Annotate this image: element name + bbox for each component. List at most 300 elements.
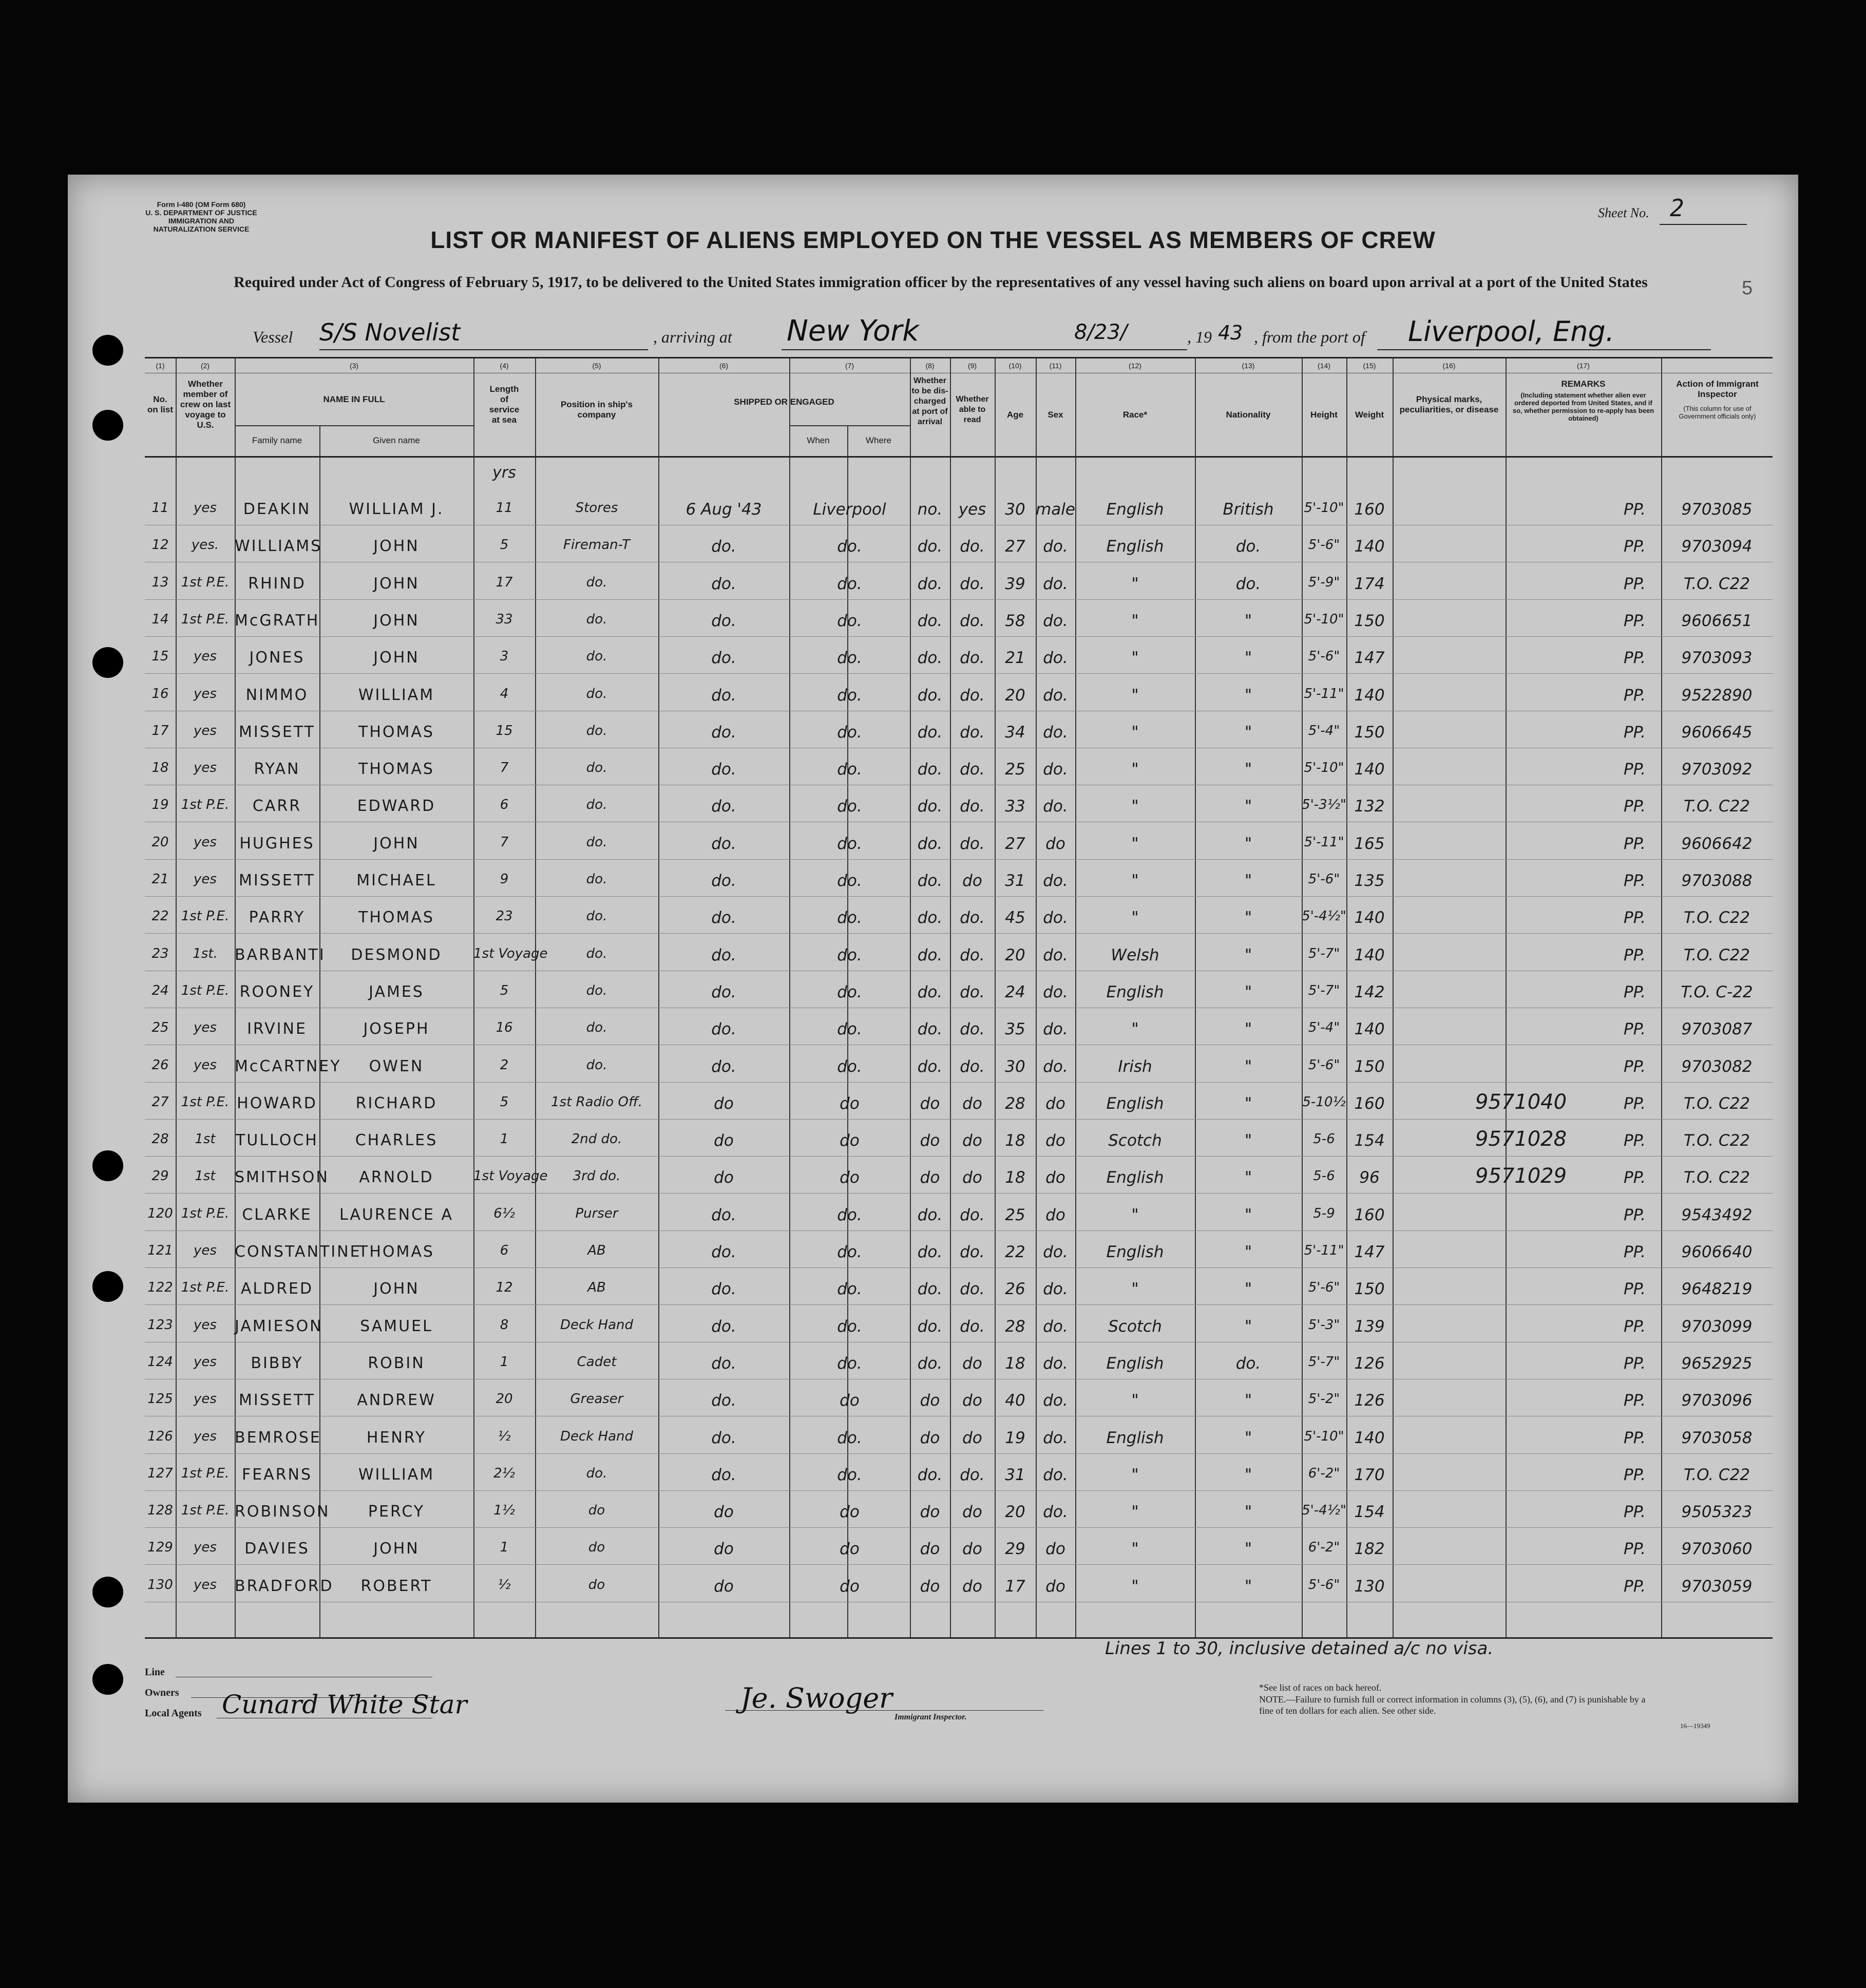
cell-row-no: 23: [151, 945, 169, 961]
cell-nationality: ": [1244, 611, 1252, 630]
cell-weight: 96: [1359, 1168, 1380, 1187]
cell-height: 5'-10": [1304, 611, 1344, 627]
cell-weight: 154: [1354, 1503, 1385, 1522]
cell-position: Fireman-T: [563, 537, 630, 553]
col-number: (15): [1363, 362, 1376, 370]
col-header-age: Age: [1006, 410, 1024, 420]
cell-weight: 140: [1354, 760, 1385, 779]
cell-prev-voyage: 1st P.E.: [181, 1280, 230, 1296]
cell-inspector-action: 9505323: [1681, 1503, 1753, 1522]
penalty-note: NOTE.—Failure to furnish full or correct information in columns (3), (5), (6), and (7) is punishable by a fine of ten dollars for each alien. See other side.: [1259, 1694, 1646, 1716]
cell-shipped-where: do.: [837, 1354, 862, 1373]
cell-sex: do.: [1043, 945, 1068, 964]
cell-family-name: McGRATH: [235, 611, 320, 630]
cell-age: 18: [1005, 1354, 1025, 1373]
punch-hole: [92, 1150, 123, 1181]
cell-family-name: JAMIESON: [235, 1317, 323, 1335]
cell-height: 5'-7": [1308, 945, 1340, 961]
cell-sex: do.: [1043, 537, 1068, 556]
cell-remarks-action: PP.: [1624, 1428, 1646, 1447]
cell-given-name: PERCY: [368, 1503, 425, 1521]
cell-given-name: MICHAEL: [356, 872, 436, 889]
cell-height: 5'-4": [1308, 1020, 1340, 1036]
cell-shipped-when: 6 Aug '43: [686, 500, 762, 519]
cell-shipped-when: do.: [711, 1205, 736, 1224]
cell-position: do.: [586, 982, 607, 998]
col-header-position: Position in ship's company: [560, 400, 633, 420]
cell-shipped-when: do.: [711, 1280, 736, 1299]
cell-discharge: no.: [917, 500, 943, 519]
col-header-where: Where: [865, 436, 892, 445]
cell-prev-voyage: yes: [194, 760, 217, 776]
cell-age: 20: [1005, 945, 1025, 964]
cell-shipped-when: do.: [711, 908, 736, 927]
cell-weight: 140: [1354, 1020, 1385, 1039]
cell-sex: do.: [1043, 797, 1068, 816]
cell-sex: do.: [1043, 1465, 1068, 1484]
cell-position: 2nd do.: [571, 1131, 622, 1147]
cell-position: Deck Hand: [560, 1317, 634, 1333]
cell-service-length: 16: [496, 1020, 513, 1036]
cell-sex: do.: [1043, 574, 1068, 593]
vessel-name: S/S Novelist: [319, 318, 461, 346]
vessel-label: Vessel: [253, 328, 293, 346]
cell-age: 40: [1005, 1391, 1025, 1410]
cell-given-name: ROBERT: [360, 1577, 432, 1595]
cell-discharge: do.: [917, 1057, 943, 1076]
vessel-line: [253, 314, 1731, 349]
cell-shipped-when: do.: [711, 1317, 736, 1336]
cell-family-name: RHIND: [248, 574, 306, 593]
cell-remarks-action: PP.: [1624, 834, 1646, 853]
cell-remarks-action: PP.: [1624, 1243, 1646, 1261]
cell-sex: do: [1045, 1205, 1065, 1224]
cell-able-to-read: do: [962, 1391, 982, 1410]
cell-able-to-read: do.: [960, 797, 985, 816]
cell-given-name: OWEN: [369, 1057, 424, 1075]
cell-able-to-read: do: [962, 872, 982, 890]
cell-service-length: 2: [500, 1057, 509, 1073]
cell-remarks-action: PP.: [1624, 1503, 1646, 1522]
cell-able-to-read: do.: [960, 723, 985, 742]
cell-weight: 140: [1354, 1428, 1385, 1447]
cell-service-length: ½: [498, 1428, 511, 1444]
cell-age: 24: [1005, 982, 1025, 1001]
cell-row-no: 11: [151, 500, 169, 516]
cell-shipped-when: do.: [711, 945, 736, 964]
cell-able-to-read: do: [962, 1168, 982, 1187]
cell-able-to-read: do.: [960, 834, 985, 853]
cell-prev-voyage: 1st P.E.: [181, 1503, 230, 1519]
cell-service-length: 5: [500, 537, 509, 553]
cell-nationality: ": [1244, 1317, 1252, 1336]
cell-row-no: 15: [151, 649, 169, 665]
cell-race: ": [1131, 834, 1139, 853]
crew-table: [145, 357, 1773, 1639]
cell-inspector-action: 9606645: [1681, 723, 1753, 742]
cell-row-no: 12: [151, 537, 169, 553]
year-label: , 19: [1187, 328, 1212, 346]
cell-able-to-read: do.: [960, 1243, 985, 1261]
cell-weight: 135: [1354, 872, 1385, 890]
cell-race: ": [1131, 872, 1139, 890]
cell-remarks-action: PP.: [1624, 537, 1646, 556]
cell-race: Irish: [1118, 1057, 1152, 1076]
cell-weight: 150: [1354, 723, 1385, 742]
cell-discharge: do.: [917, 574, 943, 593]
cell-given-name: SAMUEL: [360, 1317, 433, 1335]
cell-given-name: THOMAS: [358, 1243, 434, 1261]
manifest-sheet: [68, 175, 1798, 1803]
cell-shipped-where: do.: [837, 1428, 862, 1447]
cell-sex: do: [1045, 1131, 1065, 1150]
cell-prev-voyage: yes: [194, 1391, 217, 1407]
cell-remarks-action: PP.: [1624, 945, 1646, 964]
cell-shipped-when: do: [714, 1168, 734, 1187]
cell-service-length: 23: [496, 908, 513, 924]
cell-given-name: RICHARD: [355, 1094, 437, 1112]
cell-given-name: JOHN: [373, 574, 420, 593]
cell-sex: do.: [1043, 1280, 1068, 1299]
cell-remarks-action: PP.: [1624, 872, 1646, 890]
cell-race: English: [1106, 537, 1164, 556]
cell-given-name: ANDREW: [357, 1391, 436, 1410]
cell-able-to-read: do: [962, 1354, 982, 1373]
cell-sex: do.: [1043, 611, 1068, 630]
cell-sex: do.: [1043, 686, 1068, 705]
cell-nationality: ": [1244, 1057, 1252, 1076]
cell-position: do.: [586, 945, 607, 961]
cell-able-to-read: do: [962, 1540, 982, 1559]
cell-shipped-when: do.: [711, 1465, 736, 1484]
cell-inspector-action: 9703059: [1681, 1577, 1753, 1596]
cell-sex: do.: [1043, 1391, 1068, 1410]
cell-row-no: 20: [151, 834, 169, 850]
cell-height: 5-9: [1313, 1205, 1335, 1221]
cell-given-name: EDWARD: [357, 797, 436, 816]
cell-row-no: 21: [151, 872, 169, 887]
cell-sex: do: [1045, 834, 1065, 853]
cell-position: do.: [586, 834, 607, 850]
cell-family-name: HUGHES: [239, 834, 315, 853]
owners-label: Owners: [145, 1687, 179, 1698]
col-header-nationality: Nationality: [1226, 410, 1271, 420]
cell-remarks-action: PP.: [1624, 1094, 1646, 1113]
cell-height: 5'-4½": [1302, 1503, 1346, 1519]
cell-able-to-read: do.: [960, 1057, 985, 1076]
cell-prev-voyage: yes: [194, 1057, 217, 1073]
cell-height: 5'-6": [1308, 649, 1340, 665]
cell-sex: do.: [1043, 1243, 1068, 1261]
cell-shipped-when: do.: [711, 1020, 736, 1039]
cell-able-to-read: do.: [960, 945, 985, 964]
cell-service-length: 7: [500, 760, 509, 776]
cell-row-no: 24: [151, 982, 169, 998]
cell-service-length: 1st Voyage: [473, 1168, 548, 1184]
cell-remarks-action: PP.: [1624, 1020, 1646, 1039]
document-subtitle: Required under Act of Congress of February 5, 1917, to be delivered to the United States immigration officer by the representatives of any vessel having such aliens on board upon arrival at a port of the United States: [234, 274, 1648, 291]
cell-nationality: ": [1244, 1540, 1252, 1559]
cell-prev-voyage: yes: [194, 1317, 217, 1333]
cell-shipped-where: do: [840, 1503, 860, 1522]
cell-race: ": [1131, 1540, 1139, 1559]
cell-physical-marks: 9571029: [1475, 1164, 1567, 1188]
cell-height: 5'-6": [1308, 1280, 1340, 1296]
cell-age: 25: [1005, 1205, 1025, 1224]
cell-remarks-action: PP.: [1624, 1317, 1646, 1336]
cell-age: 45: [1005, 908, 1025, 927]
cell-height: 5'-11": [1304, 834, 1344, 850]
cell-service-length: 8: [500, 1317, 509, 1333]
cell-age: 27: [1005, 834, 1025, 853]
cell-prev-voyage: yes: [194, 1020, 217, 1036]
cell-prev-voyage: yes: [194, 1354, 217, 1370]
col-number: (9): [967, 362, 977, 370]
cell-position: Cadet: [577, 1354, 617, 1370]
cell-given-name: JAMES: [369, 982, 424, 1001]
cell-discharge: do.: [917, 1317, 943, 1336]
col-header-discharge: Whether to be dis-charged at port of arrival: [911, 376, 948, 426]
cell-shipped-when: do.: [711, 760, 736, 779]
cell-inspector-action: 9703060: [1681, 1540, 1753, 1559]
cell-row-no: 14: [151, 611, 169, 627]
cell-inspector-action: 9606651: [1681, 611, 1753, 630]
col-header-sex: Sex: [1048, 410, 1063, 420]
cell-given-name: JOHN: [373, 537, 420, 556]
cell-service-length: 7: [500, 834, 509, 850]
cell-weight: 160: [1354, 1094, 1385, 1113]
cell-age: 25: [1005, 760, 1025, 779]
cell-discharge: do.: [917, 872, 943, 890]
cell-nationality: ": [1244, 1168, 1252, 1187]
arrival-date: 8/23/: [1074, 320, 1128, 344]
cell-shipped-where: do.: [837, 1317, 862, 1336]
cell-service-length: 1: [500, 1540, 509, 1556]
cell-age: 18: [1005, 1131, 1025, 1150]
cell-row-no: 16: [151, 686, 169, 702]
cell-discharge: do.: [917, 834, 943, 853]
cell-weight: 142: [1354, 982, 1385, 1001]
cell-able-to-read: do.: [960, 686, 985, 705]
cell-able-to-read: do.: [960, 1020, 985, 1039]
cell-age: 31: [1005, 872, 1025, 890]
cell-nationality: ": [1244, 1503, 1252, 1522]
cell-row-no: 22: [151, 908, 169, 924]
col-header-service: Length of service at sea: [489, 384, 520, 425]
cell-remarks-action: PP.: [1624, 1131, 1646, 1150]
cell-weight: 126: [1354, 1391, 1385, 1410]
col-header-action: Action of Immigrant Inspector: [1676, 379, 1759, 399]
col-number: (5): [592, 362, 601, 370]
cell-sex: do.: [1043, 1428, 1068, 1447]
cell-sex: do.: [1043, 1354, 1068, 1373]
cell-given-name: DESMOND: [351, 945, 442, 964]
cell-race: ": [1131, 1503, 1139, 1522]
col-number: (3): [349, 362, 359, 370]
cell-nationality: ": [1244, 1280, 1252, 1299]
cell-shipped-where: do.: [837, 1243, 862, 1261]
cell-age: 22: [1005, 1243, 1025, 1261]
cell-shipped-where: do: [840, 1577, 860, 1596]
cell-sex: do.: [1043, 1057, 1068, 1076]
col-number: (7): [845, 362, 854, 370]
arriving-port: New York: [787, 314, 919, 348]
cell-able-to-read: do.: [960, 611, 985, 630]
cell-height: 5'-4": [1308, 723, 1340, 739]
cell-shipped-when: do.: [711, 537, 736, 556]
col-header-prev-voyage: Whether member of crew on last voyage to U.S.: [180, 379, 231, 430]
cell-race: ": [1131, 611, 1139, 630]
cell-race: English: [1106, 1243, 1164, 1261]
cell-shipped-where: do.: [837, 760, 862, 779]
cell-nationality: ": [1244, 1577, 1252, 1596]
cell-row-no: 126: [147, 1428, 173, 1444]
cell-race: English: [1106, 1354, 1164, 1373]
cell-position: do.: [586, 1465, 607, 1481]
col-number: (4): [500, 362, 509, 370]
cell-position: Purser: [575, 1205, 618, 1221]
cell-position: do.: [586, 611, 607, 627]
cell-age: 19: [1005, 1428, 1025, 1447]
cell-discharge: do: [920, 1540, 940, 1559]
cell-given-name: JOHN: [373, 1540, 420, 1558]
cell-family-name: ALDRED: [240, 1280, 314, 1298]
cell-inspector-action: 9703082: [1681, 1057, 1753, 1076]
cell-shipped-when: do.: [711, 1354, 736, 1373]
col-header-height: Height: [1310, 410, 1338, 420]
cell-race: ": [1131, 649, 1139, 668]
cell-shipped-where: do.: [837, 611, 862, 630]
cell-physical-marks: 9571040: [1475, 1090, 1567, 1114]
cell-nationality: ": [1244, 723, 1252, 742]
cell-position: do.: [586, 574, 607, 590]
sheet-label: Sheet No.: [1598, 205, 1649, 220]
cell-prev-voyage: 1st.: [193, 945, 218, 961]
cell-service-length: 1st Voyage: [473, 945, 548, 961]
cell-prev-voyage: yes: [194, 1428, 217, 1444]
cell-remarks-action: PP.: [1624, 908, 1646, 927]
cell-weight: 160: [1354, 500, 1385, 519]
cell-inspector-action: 9648219: [1681, 1280, 1753, 1299]
cell-race: ": [1131, 1020, 1139, 1039]
cell-prev-voyage: 1st: [195, 1131, 216, 1147]
cell-prev-voyage: yes: [194, 834, 217, 850]
cell-shipped-where: do.: [837, 723, 862, 742]
cell-discharge: do.: [917, 611, 943, 630]
cell-age: 17: [1005, 1577, 1025, 1596]
cell-height: 6'-2": [1308, 1465, 1340, 1481]
cell-weight: 160: [1354, 1205, 1385, 1224]
cell-prev-voyage: 1st: [195, 1168, 216, 1184]
cell-position: AB: [587, 1280, 606, 1296]
cell-nationality: ": [1244, 760, 1252, 779]
cell-remarks-action: PP.: [1624, 1354, 1646, 1373]
cell-weight: 150: [1354, 1280, 1385, 1299]
cell-service-length: 9: [500, 872, 509, 887]
cell-prev-voyage: yes: [194, 872, 217, 887]
cell-weight: 150: [1354, 1057, 1385, 1076]
cell-service-length: 17: [496, 574, 513, 590]
cell-able-to-read: do.: [960, 649, 985, 668]
cell-height: 5'-9": [1308, 574, 1340, 590]
cell-race: English: [1106, 1094, 1164, 1113]
cell-prev-voyage: 1st P.E.: [181, 574, 230, 590]
cell-height: 5-6: [1313, 1168, 1335, 1184]
cell-shipped-where: do.: [837, 574, 862, 593]
cell-nationality: ": [1244, 1205, 1252, 1224]
cell-height: 5-6: [1313, 1131, 1335, 1147]
cell-remarks-action: PP.: [1624, 611, 1646, 630]
cell-weight: 182: [1354, 1540, 1385, 1559]
cell-shipped-where: do.: [837, 1205, 862, 1224]
cell-prev-voyage: 1st P.E.: [181, 1094, 230, 1110]
cell-race: ": [1131, 1280, 1139, 1299]
cell-service-length: 4: [500, 686, 509, 702]
cell-prev-voyage: yes: [194, 723, 217, 739]
cell-family-name: FEARNS: [241, 1465, 313, 1484]
cell-shipped-where: do.: [837, 686, 862, 705]
cell-age: 21: [1005, 649, 1025, 668]
cell-given-name: THOMAS: [358, 723, 434, 741]
cell-discharge: do: [920, 1131, 940, 1150]
col-header-given-name: Given name: [373, 436, 420, 445]
cell-inspector-action: T.O. C22: [1683, 574, 1750, 593]
cell-age: 30: [1005, 1057, 1025, 1076]
col-number: (8): [925, 362, 935, 370]
cell-row-no: 27: [151, 1094, 169, 1110]
cell-given-name: CHARLES: [355, 1131, 438, 1150]
cell-sex: do.: [1043, 760, 1068, 779]
cell-given-name: WILLIAM: [358, 686, 435, 704]
cell-sex: do.: [1043, 982, 1068, 1001]
cell-able-to-read: do: [962, 1428, 982, 1447]
cell-age: 27: [1005, 537, 1025, 556]
cell-sex: do.: [1043, 649, 1068, 668]
cell-discharge: do.: [917, 1354, 943, 1373]
cell-race: ": [1131, 686, 1139, 705]
cell-row-no: 129: [147, 1540, 173, 1556]
cell-inspector-action: T.O. C22: [1683, 1094, 1750, 1113]
cell-nationality: ": [1244, 1131, 1252, 1150]
cell-family-name: MISSETT: [239, 872, 315, 889]
cell-shipped-when: do: [714, 1503, 734, 1522]
cell-position: do.: [586, 649, 607, 665]
cell-race: ": [1131, 723, 1139, 742]
cell-family-name: ROBINSON: [235, 1503, 330, 1521]
cell-sex: do.: [1043, 1503, 1068, 1522]
cell-service-length: 6½: [493, 1205, 515, 1221]
cell-inspector-action: 9606640: [1681, 1243, 1753, 1261]
cell-discharge: do.: [917, 1465, 943, 1484]
cell-sex: male: [1036, 500, 1075, 519]
cell-prev-voyage: yes.: [191, 537, 219, 553]
cell-shipped-when: do: [714, 1540, 734, 1559]
cell-shipped-when: do.: [711, 872, 736, 890]
cell-prev-voyage: 1st P.E.: [181, 797, 230, 813]
cell-family-name: ROONEY: [239, 982, 315, 1001]
cell-prev-voyage: yes: [194, 649, 217, 665]
cell-height: 6'-2": [1308, 1540, 1340, 1556]
cell-nationality: ": [1244, 797, 1252, 816]
cell-family-name: IRVINE: [247, 1020, 307, 1038]
cell-inspector-action: 9652925: [1681, 1354, 1753, 1373]
cell-age: 33: [1005, 797, 1025, 816]
cell-weight: 140: [1354, 537, 1385, 556]
cell-service-length: 1: [500, 1354, 509, 1370]
cell-family-name: RYAN: [254, 760, 300, 779]
cell-weight: 132: [1354, 797, 1385, 816]
cell-shipped-when: do.: [711, 834, 736, 853]
